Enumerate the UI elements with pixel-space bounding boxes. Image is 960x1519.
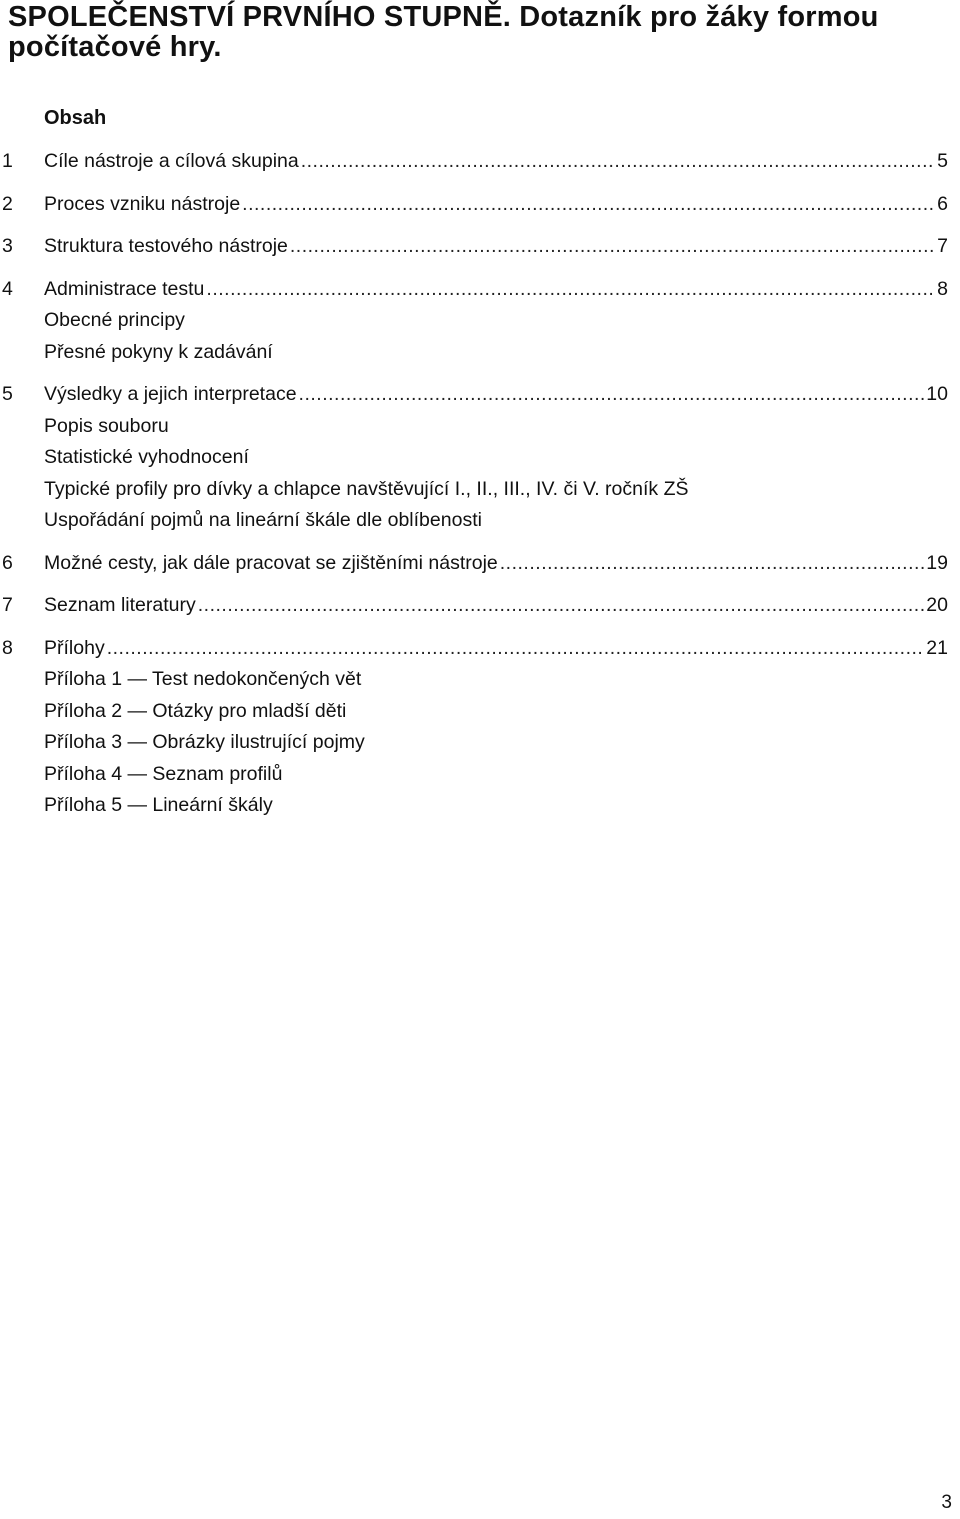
toc-entry-7[interactable] (0, 590, 952, 622)
toc-subentry[interactable]: Přesné pokyny k zadávání (44, 340, 273, 363)
toc-entry-page: 20 (926, 594, 948, 616)
toc-entry-number: 3 (2, 235, 13, 257)
toc-entry-label: Přílohy (44, 636, 105, 659)
toc-entry-8[interactable] (0, 633, 952, 665)
dot-leader (107, 633, 925, 665)
table-of-contents (0, 146, 952, 833)
toc-entry-label: Administrace testu (44, 277, 205, 300)
toc-entry-6[interactable] (0, 548, 952, 580)
toc-entry-number: 4 (2, 277, 13, 300)
toc-entry-number: 6 (2, 551, 13, 574)
dot-leader (299, 379, 925, 411)
toc-entry-label: Cíle nástroje a cílová skupina (44, 150, 299, 172)
dot-leader (500, 548, 925, 580)
toc-subentries (0, 411, 952, 537)
toc-entry-page: 21 (926, 636, 948, 659)
toc-subentry[interactable]: Popis souboru (44, 414, 169, 437)
toc-subentries (0, 664, 952, 822)
page-number: 3 (941, 1492, 952, 1513)
toc-entry-2[interactable] (0, 189, 952, 221)
toc-entry-number: 5 (2, 383, 13, 405)
toc-entry-page: 5 (937, 150, 948, 172)
toc-subentry[interactable]: Typické profily pro dívky a chlapce navštěvující I., II., III., IV. či V. ročník ZŠ (44, 477, 689, 500)
toc-entry-5[interactable] (0, 379, 952, 411)
toc-entry-page: 8 (937, 277, 948, 300)
toc-subentry[interactable]: Příloha 5 — Lineární škály (44, 794, 273, 816)
toc-subentry[interactable]: Uspořádání pojmů na lineární škále dle oblíbenosti (44, 509, 482, 531)
toc-entry-1[interactable] (0, 146, 952, 178)
toc-subentry[interactable]: Statistické vyhodnocení (44, 446, 249, 468)
toc-subentry[interactable]: Příloha 4 — Seznam profilů (44, 762, 283, 785)
toc-entry-label: Možné cesty, jak dále pracovat se zjištěními nástroje (44, 551, 498, 574)
toc-entry-number: 1 (2, 150, 13, 172)
toc-entry-page: 10 (926, 383, 948, 405)
toc-entry-page: 6 (937, 192, 948, 215)
toc-subentry[interactable]: Příloha 1 — Test nedokončených vět (44, 668, 362, 690)
toc-subentry[interactable]: Příloha 2 — Otázky pro mladší děti (44, 699, 347, 722)
toc-entry-4[interactable] (0, 274, 952, 306)
toc-subentry[interactable]: Příloha 3 — Obrázky ilustrující pojmy (44, 731, 365, 753)
toc-entry-label: Struktura testového nástroje (44, 235, 288, 257)
dot-leader (290, 231, 935, 263)
toc-subentry[interactable]: Obecné principy (44, 309, 185, 331)
toc-entry-label: Seznam literatury (44, 594, 196, 616)
toc-entry-page: 19 (926, 551, 948, 574)
toc-heading: Obsah (44, 107, 107, 129)
toc-entry-3[interactable] (0, 231, 952, 263)
toc-entry-number: 8 (2, 636, 13, 659)
dot-leader (242, 189, 935, 221)
toc-entry-label: Výsledky a jejich interpretace (44, 383, 297, 405)
toc-entry-number: 7 (2, 594, 13, 616)
dot-leader (301, 146, 935, 178)
dot-leader (206, 274, 935, 306)
document-title: SPOLEČENSTVÍ PRVNÍHO STUPNĚ. Dotazník pro žáky formou počítačové hry. (8, 1, 879, 63)
toc-subentries (0, 305, 952, 368)
toc-entry-page: 7 (937, 235, 948, 257)
toc-entry-number: 2 (2, 192, 13, 215)
toc-entry-label: Proces vzniku nástroje (44, 192, 241, 215)
dot-leader (198, 590, 925, 622)
